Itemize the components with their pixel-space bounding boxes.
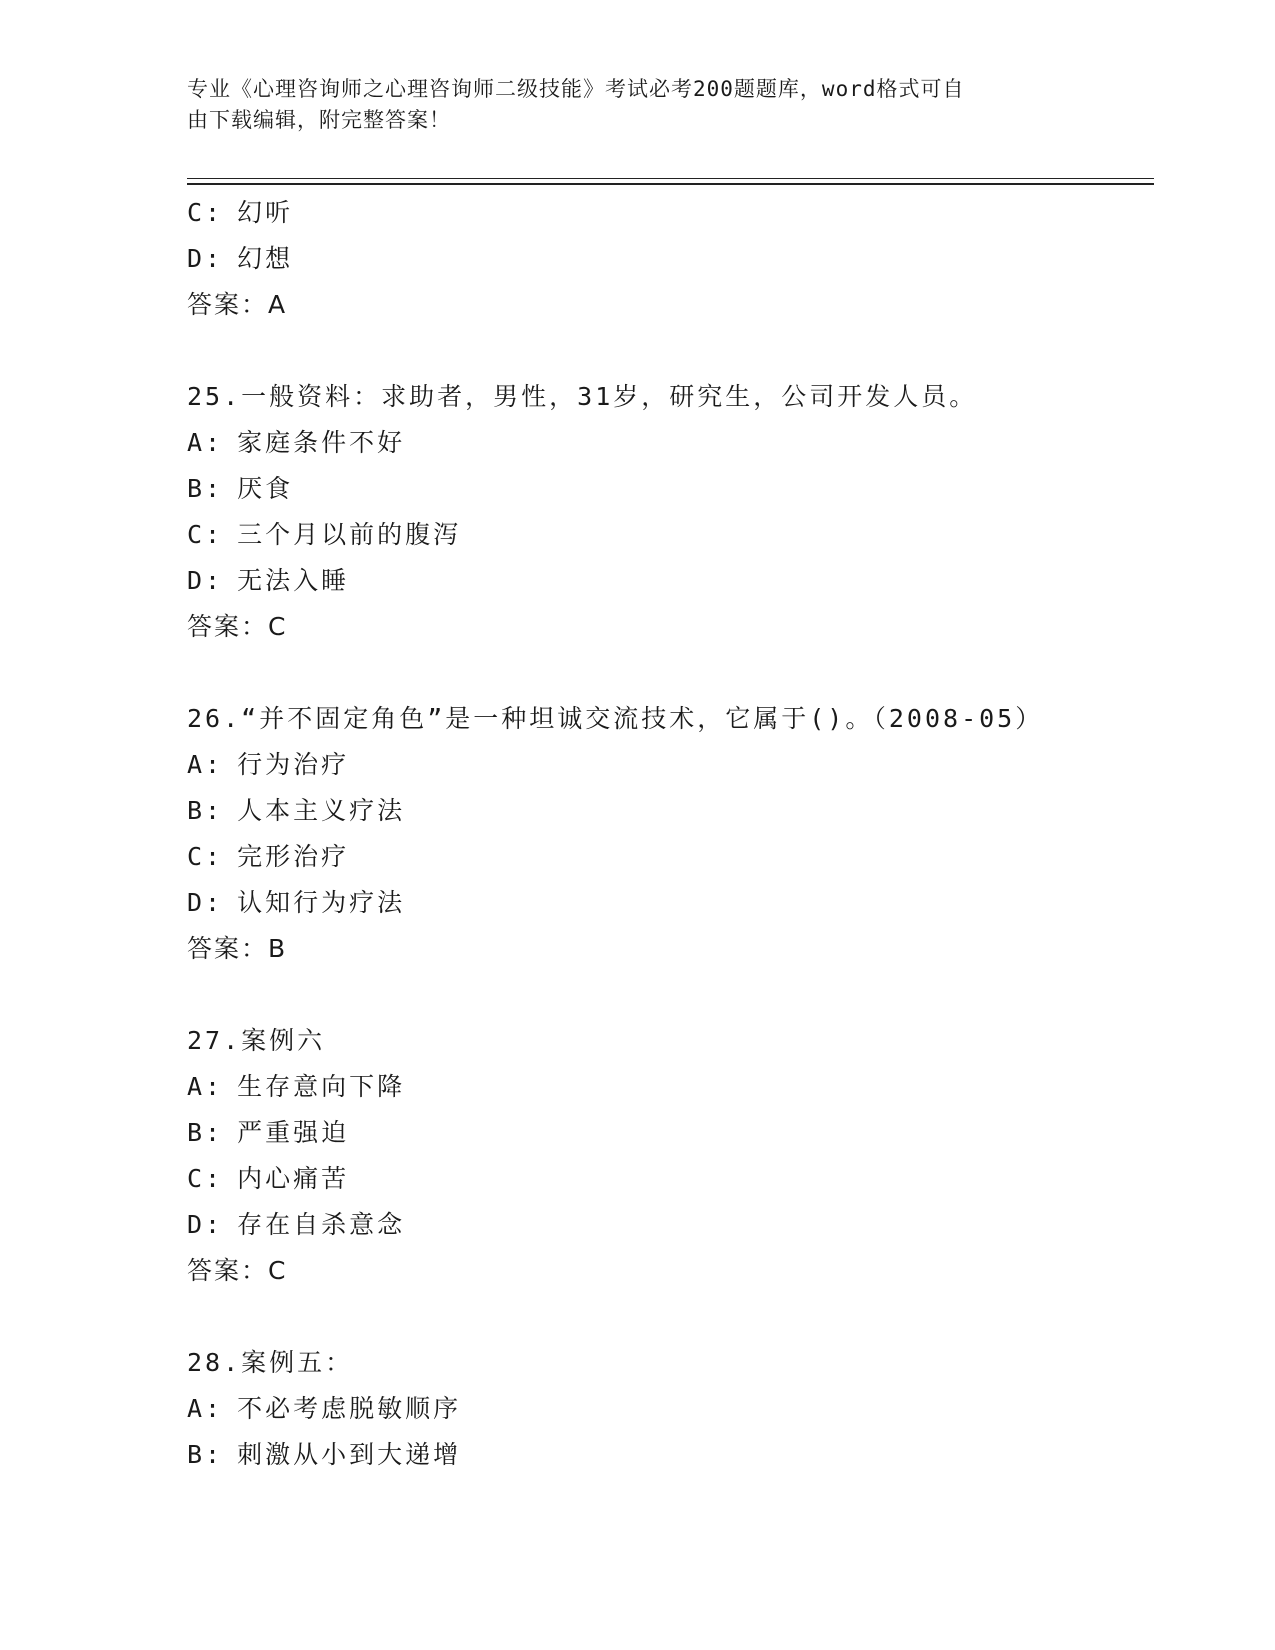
option-text: 不必考虑脱敏顺序 [237,1394,462,1423]
option-line [187,420,1147,466]
question-stem: 25.一般资料：求助者，男性，31岁，研究生，公司开发人员。 [187,382,978,411]
option-letter: A: [187,750,224,779]
option-text: 厌食 [237,474,294,503]
header-rule-thin [187,178,1154,179]
option-text: 三个月以前的腹泻 [237,520,462,549]
question-stem: 27.案例六 [187,1026,326,1055]
option-letter: A: [187,1072,224,1101]
option-line [187,236,1147,282]
option-line [187,512,1147,558]
option-letter: D: [187,244,224,273]
option-letter: D: [187,888,224,917]
option-line [187,1110,1147,1156]
option-line [187,466,1147,512]
option-line [187,558,1147,604]
answer-line: 答案：A [187,290,288,319]
option-letter: D: [187,1210,224,1239]
option-text: 严重强迫 [237,1118,350,1147]
option-letter: C: [187,198,224,227]
option-line [187,1156,1147,1202]
option-line [187,788,1147,834]
question-list [187,190,1147,1478]
option-line [187,1386,1147,1432]
option-text: 认知行为疗法 [237,888,406,917]
header-line-1: 专业《心理咨询师之心理咨询师二级技能》考试必考200题题库，word格式可自 [187,77,965,101]
option-line [187,834,1147,880]
option-text: 内心痛苦 [237,1164,350,1193]
option-text: 无法入睡 [237,566,350,595]
option-letter: B: [187,1118,224,1147]
option-letter: B: [187,474,224,503]
header-rule-thick [187,183,1154,185]
option-letter: A: [187,428,224,457]
option-text: 幻听 [237,198,294,227]
option-letter: B: [187,1440,224,1469]
document-header [187,74,1067,136]
answer-line: 答案：C [187,1256,288,1285]
option-letter: B: [187,796,224,825]
option-letter: C: [187,842,224,871]
option-text: 幻想 [237,244,294,273]
option-text: 刺激从小到大递增 [237,1440,462,1469]
option-line [187,190,1147,236]
question-stem: 26.“并不固定角色”是一种坦诚交流技术，它属于()。（2008-05） [187,704,1044,733]
question-stem: 28.案例五： [187,1348,354,1377]
option-line [187,1064,1147,1110]
option-text: 家庭条件不好 [237,428,406,457]
option-line [187,1202,1147,1248]
option-line [187,880,1147,926]
answer-line: 答案：C [187,612,288,641]
option-line [187,742,1147,788]
option-text: 人本主义疗法 [237,796,406,825]
header-line-2: 由下载编辑，附完整答案！ [187,108,451,132]
answer-line: 答案：B [187,934,288,963]
option-letter: A: [187,1394,224,1423]
option-text: 存在自杀意念 [237,1210,406,1239]
option-text: 完形治疗 [237,842,350,871]
option-text: 行为治疗 [237,750,350,779]
option-line [187,1432,1147,1478]
option-letter: D: [187,566,224,595]
option-letter: C: [187,520,224,549]
option-text: 生存意向下降 [237,1072,406,1101]
option-letter: C: [187,1164,224,1193]
